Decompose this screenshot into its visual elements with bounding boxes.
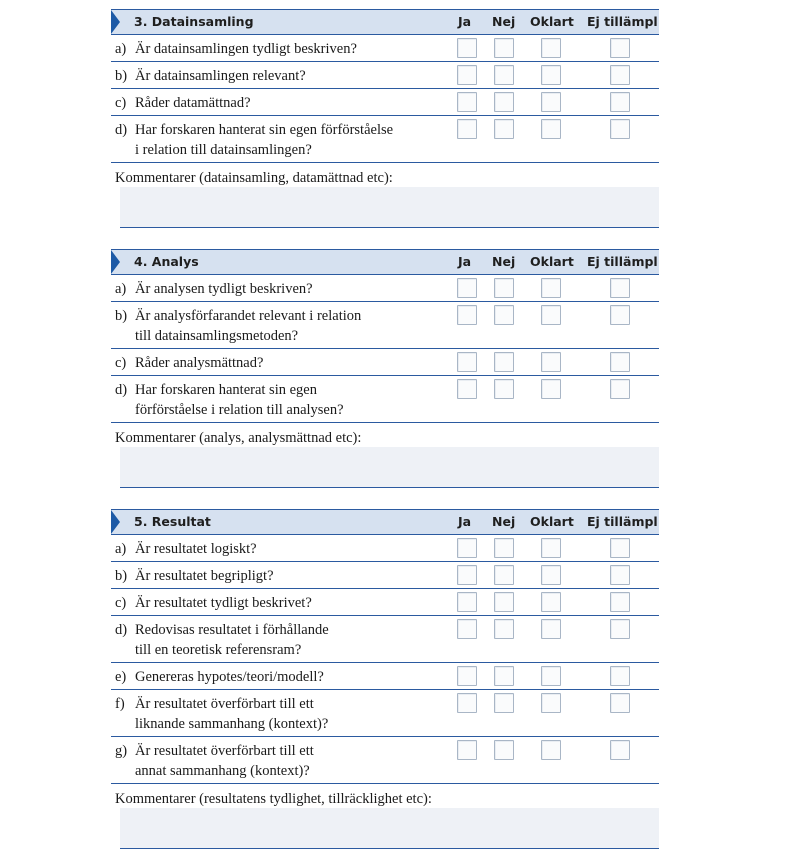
question-text [135, 66, 445, 86]
column-header-ej-tillampl: Ej tillämpl [587, 14, 658, 29]
checkbox-oklart[interactable] [541, 379, 561, 399]
question-row [111, 62, 659, 89]
question-row [111, 35, 659, 62]
section-header [111, 509, 659, 535]
checkbox-ej-tillampl[interactable] [610, 740, 630, 760]
checkbox-nej[interactable] [494, 538, 514, 558]
question-line: till datainsamlingsmetoden? [135, 328, 299, 344]
question-row [111, 275, 659, 302]
question-line: Är analysförfarandet relevant i relation [135, 308, 362, 324]
checkbox-ja[interactable] [457, 119, 477, 139]
checkbox-nej[interactable] [494, 379, 514, 399]
checkbox-ja[interactable] [457, 592, 477, 612]
question-text [135, 667, 445, 687]
question-row [111, 690, 659, 737]
question-text [135, 353, 445, 373]
checkbox-oklart[interactable] [541, 592, 561, 612]
triangle-marker-icon [111, 10, 120, 34]
checkbox-nej[interactable] [494, 352, 514, 372]
question-text [135, 93, 445, 113]
checkbox-nej[interactable] [494, 693, 514, 713]
checkbox-ja[interactable] [457, 740, 477, 760]
question-line: Genereras hypotes/teori/modell? [135, 669, 324, 685]
question-text [135, 741, 445, 781]
checkbox-oklart[interactable] [541, 352, 561, 372]
question-letter: b) [115, 568, 128, 584]
checkbox-ej-tillampl[interactable] [610, 305, 630, 325]
checkbox-ej-tillampl[interactable] [610, 565, 630, 585]
comment-field[interactable] [120, 447, 659, 488]
checkbox-oklart[interactable] [541, 619, 561, 639]
checkbox-nej[interactable] [494, 278, 514, 298]
checkbox-oklart[interactable] [541, 538, 561, 558]
question-letter: d) [115, 382, 128, 398]
checkbox-ja[interactable] [457, 379, 477, 399]
column-header-nej: Nej [492, 14, 516, 29]
column-header-oklart: Oklart [530, 14, 574, 29]
comment-field[interactable] [120, 808, 659, 849]
question-letter: e) [115, 669, 127, 685]
checkbox-ej-tillampl[interactable] [610, 592, 630, 612]
checkbox-ej-tillampl[interactable] [610, 352, 630, 372]
question-letter: c) [115, 95, 127, 111]
checkbox-ja[interactable] [457, 92, 477, 112]
question-line: Har forskaren hanterat sin egen förförståelse [135, 122, 394, 138]
question-row [111, 89, 659, 116]
question-row [111, 737, 659, 784]
question-text [135, 593, 445, 613]
column-header-oklart: Oklart [530, 254, 574, 269]
checkbox-oklart[interactable] [541, 65, 561, 85]
question-line: annat sammanhang (kontext)? [135, 763, 310, 779]
section-header [111, 9, 659, 35]
question-text [135, 279, 445, 299]
checkbox-ja[interactable] [457, 352, 477, 372]
question-line: Är datainsamlingen tydligt beskriven? [135, 41, 357, 57]
column-header-ja: Ja [458, 514, 472, 529]
checkbox-ja[interactable] [457, 38, 477, 58]
checkbox-ej-tillampl[interactable] [610, 119, 630, 139]
checkbox-ej-tillampl[interactable] [610, 619, 630, 639]
question-text [135, 694, 445, 734]
question-letter: d) [115, 122, 128, 138]
question-text [135, 306, 445, 346]
question-letter: a) [115, 541, 127, 557]
question-row [111, 376, 659, 423]
question-letter: c) [115, 595, 127, 611]
checkbox-ej-tillampl[interactable] [610, 38, 630, 58]
checkbox-ej-tillampl[interactable] [610, 666, 630, 686]
section-title: 3. Datainsamling [134, 14, 254, 29]
checkbox-ja[interactable] [457, 666, 477, 686]
question-text [135, 620, 445, 660]
question-row [111, 562, 659, 589]
checkbox-ja[interactable] [457, 305, 477, 325]
column-header-ej-tillampl: Ej tillämpl [587, 254, 658, 269]
checkbox-ej-tillampl[interactable] [610, 379, 630, 399]
checkbox-nej[interactable] [494, 740, 514, 760]
checkbox-oklart[interactable] [541, 119, 561, 139]
checkbox-nej[interactable] [494, 92, 514, 112]
question-line: Är datainsamlingen relevant? [135, 68, 306, 84]
question-line: Råder datamättnad? [135, 95, 251, 111]
column-header-ej-tillampl: Ej tillämpl [587, 514, 658, 529]
checkbox-ej-tillampl[interactable] [610, 92, 630, 112]
comment-label: Kommentarer (analys, analysmättnad etc): [115, 430, 362, 446]
checkbox-nej[interactable] [494, 65, 514, 85]
comment-field[interactable] [120, 187, 659, 228]
checkbox-nej[interactable] [494, 592, 514, 612]
checkbox-ej-tillampl[interactable] [610, 538, 630, 558]
question-line: Har forskaren hanterat sin egen [135, 382, 317, 398]
question-letter: a) [115, 281, 127, 297]
column-header-oklart: Oklart [530, 514, 574, 529]
checkbox-nej[interactable] [494, 666, 514, 686]
question-row [111, 589, 659, 616]
question-line: Är analysen tydligt beskriven? [135, 281, 313, 297]
checklist-form [111, 9, 659, 849]
checkbox-oklart[interactable] [541, 278, 561, 298]
question-letter: a) [115, 41, 127, 57]
checkbox-ja[interactable] [457, 565, 477, 585]
question-letter: d) [115, 622, 128, 638]
checkbox-oklart[interactable] [541, 666, 561, 686]
question-line: Är resultatet logiskt? [135, 541, 257, 557]
section-5 [111, 509, 659, 849]
column-header-ja: Ja [458, 14, 472, 29]
checkbox-ej-tillampl[interactable] [610, 65, 630, 85]
checkbox-ja[interactable] [457, 65, 477, 85]
question-row [111, 616, 659, 663]
checkbox-ja[interactable] [457, 693, 477, 713]
checkbox-nej[interactable] [494, 305, 514, 325]
question-letter: b) [115, 68, 128, 84]
column-header-nej: Nej [492, 514, 516, 529]
checkbox-ja[interactable] [457, 278, 477, 298]
checkbox-ej-tillampl[interactable] [610, 278, 630, 298]
question-text [135, 539, 445, 559]
question-line: Är resultatet begripligt? [135, 568, 274, 584]
checkbox-nej[interactable] [494, 619, 514, 639]
checkbox-oklart[interactable] [541, 740, 561, 760]
checkbox-nej[interactable] [494, 119, 514, 139]
question-text [135, 380, 445, 420]
question-line: Är resultatet överförbart till ett [135, 696, 314, 712]
section-4 [111, 249, 659, 509]
column-header-ja: Ja [458, 254, 472, 269]
question-row [111, 349, 659, 376]
column-header-nej: Nej [492, 254, 516, 269]
checkbox-oklart[interactable] [541, 92, 561, 112]
section-title: 5. Resultat [134, 514, 211, 529]
checkbox-ja[interactable] [457, 619, 477, 639]
question-text [135, 39, 445, 59]
question-text [135, 566, 445, 586]
question-letter: c) [115, 355, 127, 371]
question-line: Råder analysmättnad? [135, 355, 264, 371]
checkbox-ej-tillampl[interactable] [610, 693, 630, 713]
comment-label: Kommentarer (resultatens tydlighet, tillräcklighet etc): [115, 791, 432, 807]
question-row [111, 302, 659, 349]
question-line: Redovisas resultatet i förhållande [135, 622, 329, 638]
checkbox-nej[interactable] [494, 565, 514, 585]
question-line: liknande sammanhang (kontext)? [135, 716, 329, 732]
checkbox-oklart[interactable] [541, 38, 561, 58]
question-line: i relation till datainsamlingen? [135, 142, 312, 158]
question-row [111, 116, 659, 163]
question-line: Är resultatet överförbart till ett [135, 743, 314, 759]
triangle-marker-icon [111, 250, 120, 274]
question-line: förförståelse i relation till analysen? [135, 402, 344, 418]
checkbox-ja[interactable] [457, 538, 477, 558]
checkbox-oklart[interactable] [541, 305, 561, 325]
checkbox-oklart[interactable] [541, 565, 561, 585]
checkbox-nej[interactable] [494, 38, 514, 58]
section-title: 4. Analys [134, 254, 199, 269]
checkbox-oklart[interactable] [541, 693, 561, 713]
section-3 [111, 9, 659, 249]
question-row [111, 663, 659, 690]
comment-label: Kommentarer (datainsamling, datamättnad etc): [115, 170, 393, 186]
triangle-marker-icon [111, 510, 120, 534]
question-row [111, 535, 659, 562]
question-letter: f) [115, 696, 125, 712]
section-header [111, 249, 659, 275]
question-line: Är resultatet tydligt beskrivet? [135, 595, 312, 611]
question-line: till en teoretisk referensram? [135, 642, 302, 658]
question-letter: b) [115, 308, 128, 324]
question-letter: g) [115, 743, 128, 759]
question-text [135, 120, 445, 160]
